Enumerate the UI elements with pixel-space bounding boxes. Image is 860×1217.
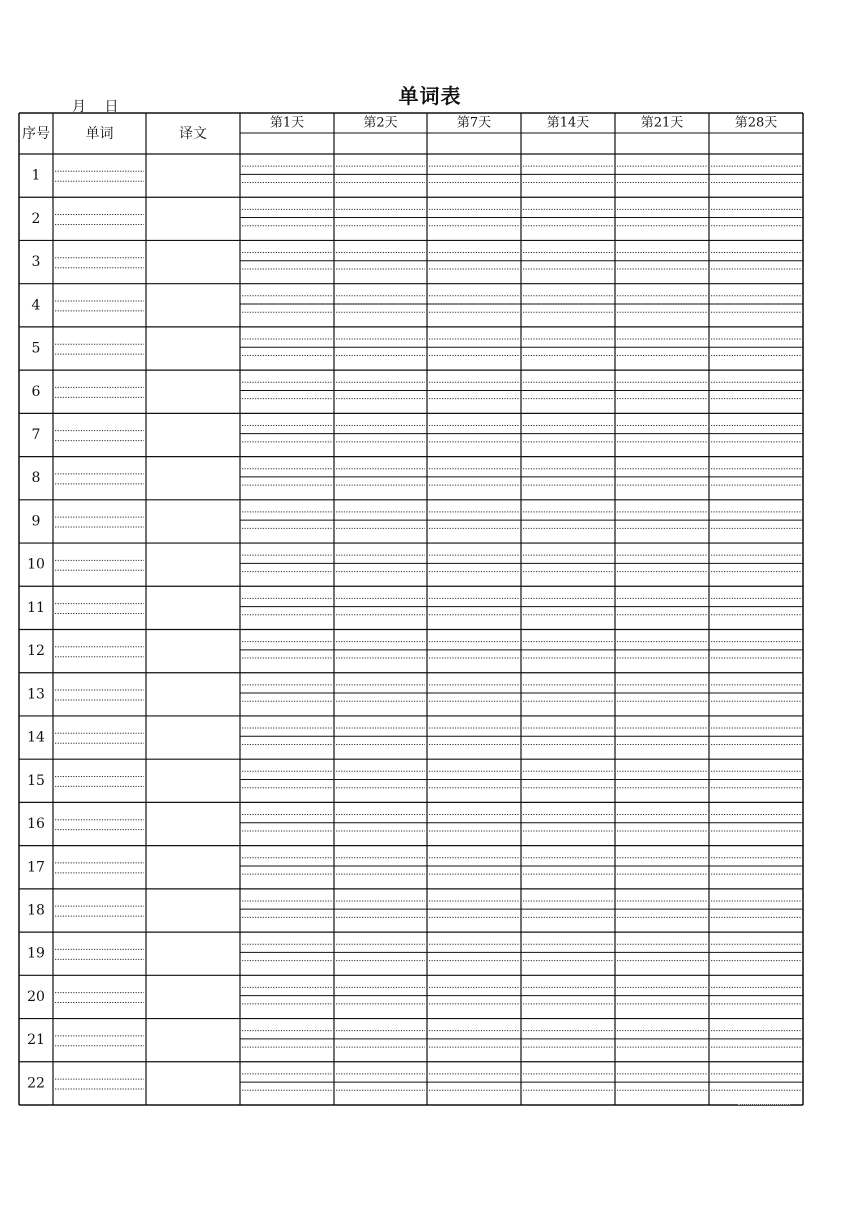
row-number: 7 <box>31 426 41 443</box>
row-number: 21 <box>27 1032 45 1049</box>
row-number: 14 <box>27 729 45 746</box>
header-review-day: 第2天 <box>363 115 398 131</box>
row-number: 10 <box>27 556 45 573</box>
row-number: 13 <box>27 686 45 703</box>
page-title: 单词表 <box>398 84 462 108</box>
header-index: 序号 <box>22 126 50 142</box>
row-number: 3 <box>31 254 41 271</box>
date-label: 月 日 <box>72 99 119 115</box>
row-number: 11 <box>27 599 45 616</box>
row-number: 16 <box>27 816 45 833</box>
header-review-day: 第28天 <box>734 115 778 131</box>
row-number: 2 <box>31 210 41 227</box>
row-number: 8 <box>31 470 41 487</box>
header-review-day: 第1天 <box>269 115 305 131</box>
row-number: 12 <box>27 643 45 660</box>
row-number: 15 <box>27 772 45 789</box>
header-review-day: 第7天 <box>456 115 492 131</box>
row-number: 19 <box>27 945 45 962</box>
row-number: 17 <box>27 859 45 876</box>
row-number: 9 <box>31 513 41 530</box>
row-number: 6 <box>31 383 41 400</box>
row-number: 18 <box>27 902 45 919</box>
header-translation: 译文 <box>179 126 207 142</box>
row-number: 22 <box>27 1075 45 1092</box>
header-word: 单词 <box>85 126 114 142</box>
header-review-day: 第21天 <box>640 115 684 131</box>
row-number: 5 <box>31 340 41 357</box>
page-footer-mark <box>738 1104 790 1111</box>
header-review-day: 第14天 <box>546 115 590 131</box>
row-number: 4 <box>31 297 41 314</box>
row-number: 1 <box>31 167 41 184</box>
row-number: 20 <box>27 988 45 1005</box>
